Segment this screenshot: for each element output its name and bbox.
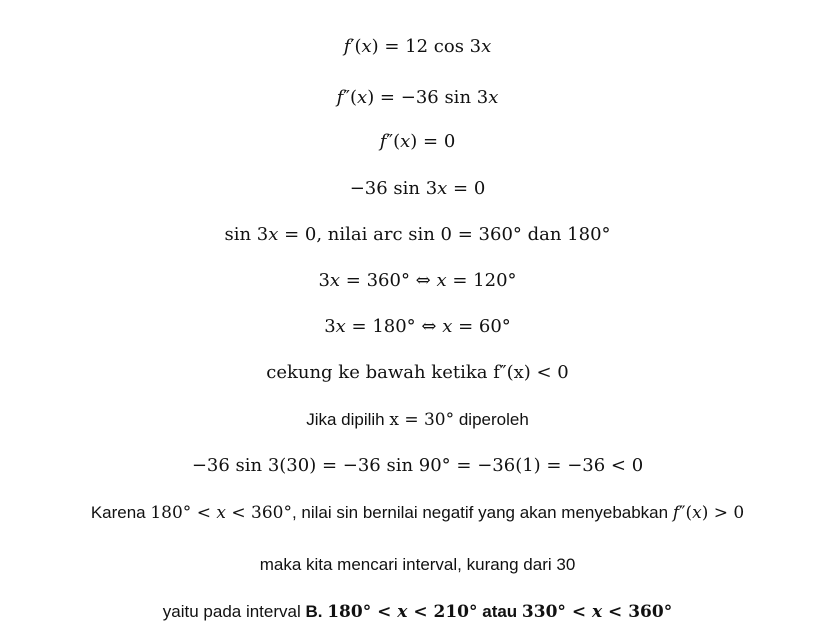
math-text: −36 sin 3 xyxy=(349,178,438,199)
math-text: = 0, nilai arc sin 0 = 360° dan 180° xyxy=(278,224,611,245)
math-text: = 360° ⇔ xyxy=(340,270,437,291)
math-text: ) > 0 xyxy=(701,503,745,523)
text-concave-down xyxy=(0,364,835,382)
math-text: ″( xyxy=(343,87,358,108)
math-text: < 360° xyxy=(602,602,673,622)
equation-arcsin xyxy=(0,226,835,244)
text-choose-x xyxy=(0,411,835,429)
text-answer xyxy=(0,603,835,621)
equation-x-120 xyxy=(0,272,835,290)
answer-option-label: B. xyxy=(305,602,328,621)
math-text: 180° < xyxy=(327,602,398,622)
math-text: −36 sin 3(30) = −36 sin 90° = −36(1) = −36 < 0 xyxy=(191,455,644,476)
math-var: x xyxy=(592,602,603,622)
math-text: ′( xyxy=(350,36,362,57)
equation-sin-zero xyxy=(0,180,835,198)
math-text: x = 30° xyxy=(389,410,455,430)
math-text: sin 3 xyxy=(224,224,269,245)
math-text: ) = −36 sin 3 xyxy=(367,87,489,108)
math-text: cekung ke bawah ketika f″(x) < 0 xyxy=(266,362,569,383)
math-text: < 360° xyxy=(225,503,292,523)
math-var: x xyxy=(692,503,702,523)
math-var: x xyxy=(268,224,279,245)
math-var: x xyxy=(436,270,447,291)
math-text: ″( xyxy=(386,131,401,152)
math-var: f xyxy=(672,503,680,523)
math-var: x xyxy=(481,36,492,57)
math-var: f xyxy=(336,87,344,108)
math-var: f xyxy=(379,131,387,152)
math-text: = 120° xyxy=(446,270,517,291)
math-text: ″( xyxy=(679,503,693,523)
plain-text: yaitu pada interval xyxy=(162,602,306,621)
equation-first-derivative xyxy=(0,38,835,56)
math-var: x xyxy=(437,178,448,199)
math-text: 3 xyxy=(318,270,330,291)
math-text: 3 xyxy=(324,316,336,337)
equation-second-derivative-zero xyxy=(0,133,835,151)
math-text: = 0 xyxy=(447,178,486,199)
equation-second-derivative xyxy=(0,89,835,107)
plain-text: atau xyxy=(477,602,522,621)
math-text: 180° < xyxy=(150,503,217,523)
plain-text: Karena xyxy=(90,503,151,522)
math-text: = 180° ⇔ xyxy=(345,316,443,337)
math-var: x xyxy=(400,131,411,152)
math-text: ) = 0 xyxy=(410,131,456,152)
math-var: x xyxy=(488,87,499,108)
plain-text: diperoleh xyxy=(454,410,529,429)
plain-text: maka kita mencari interval, kurang dari 30 xyxy=(259,555,576,574)
math-text: = 60° xyxy=(452,316,511,337)
math-var: x xyxy=(361,36,372,57)
math-text: ) = 12 cos 3 xyxy=(371,36,482,57)
math-var: f xyxy=(343,36,351,57)
text-reason xyxy=(0,504,835,522)
math-var: x xyxy=(397,602,408,622)
math-var: x xyxy=(335,316,346,337)
math-text: < 210° xyxy=(407,602,478,622)
text-find-interval xyxy=(0,556,835,573)
math-var: x xyxy=(442,316,453,337)
equation-x-60 xyxy=(0,318,835,336)
math-text: 330° < xyxy=(521,602,592,622)
plain-text: , nilai sin bernilai negatif yang akan menyebabkan xyxy=(291,503,673,522)
math-var: x xyxy=(357,87,368,108)
math-var: x xyxy=(216,503,226,523)
plain-text: Jika dipilih xyxy=(306,410,390,429)
equation-evaluation xyxy=(0,457,835,475)
math-var: x xyxy=(329,270,341,291)
